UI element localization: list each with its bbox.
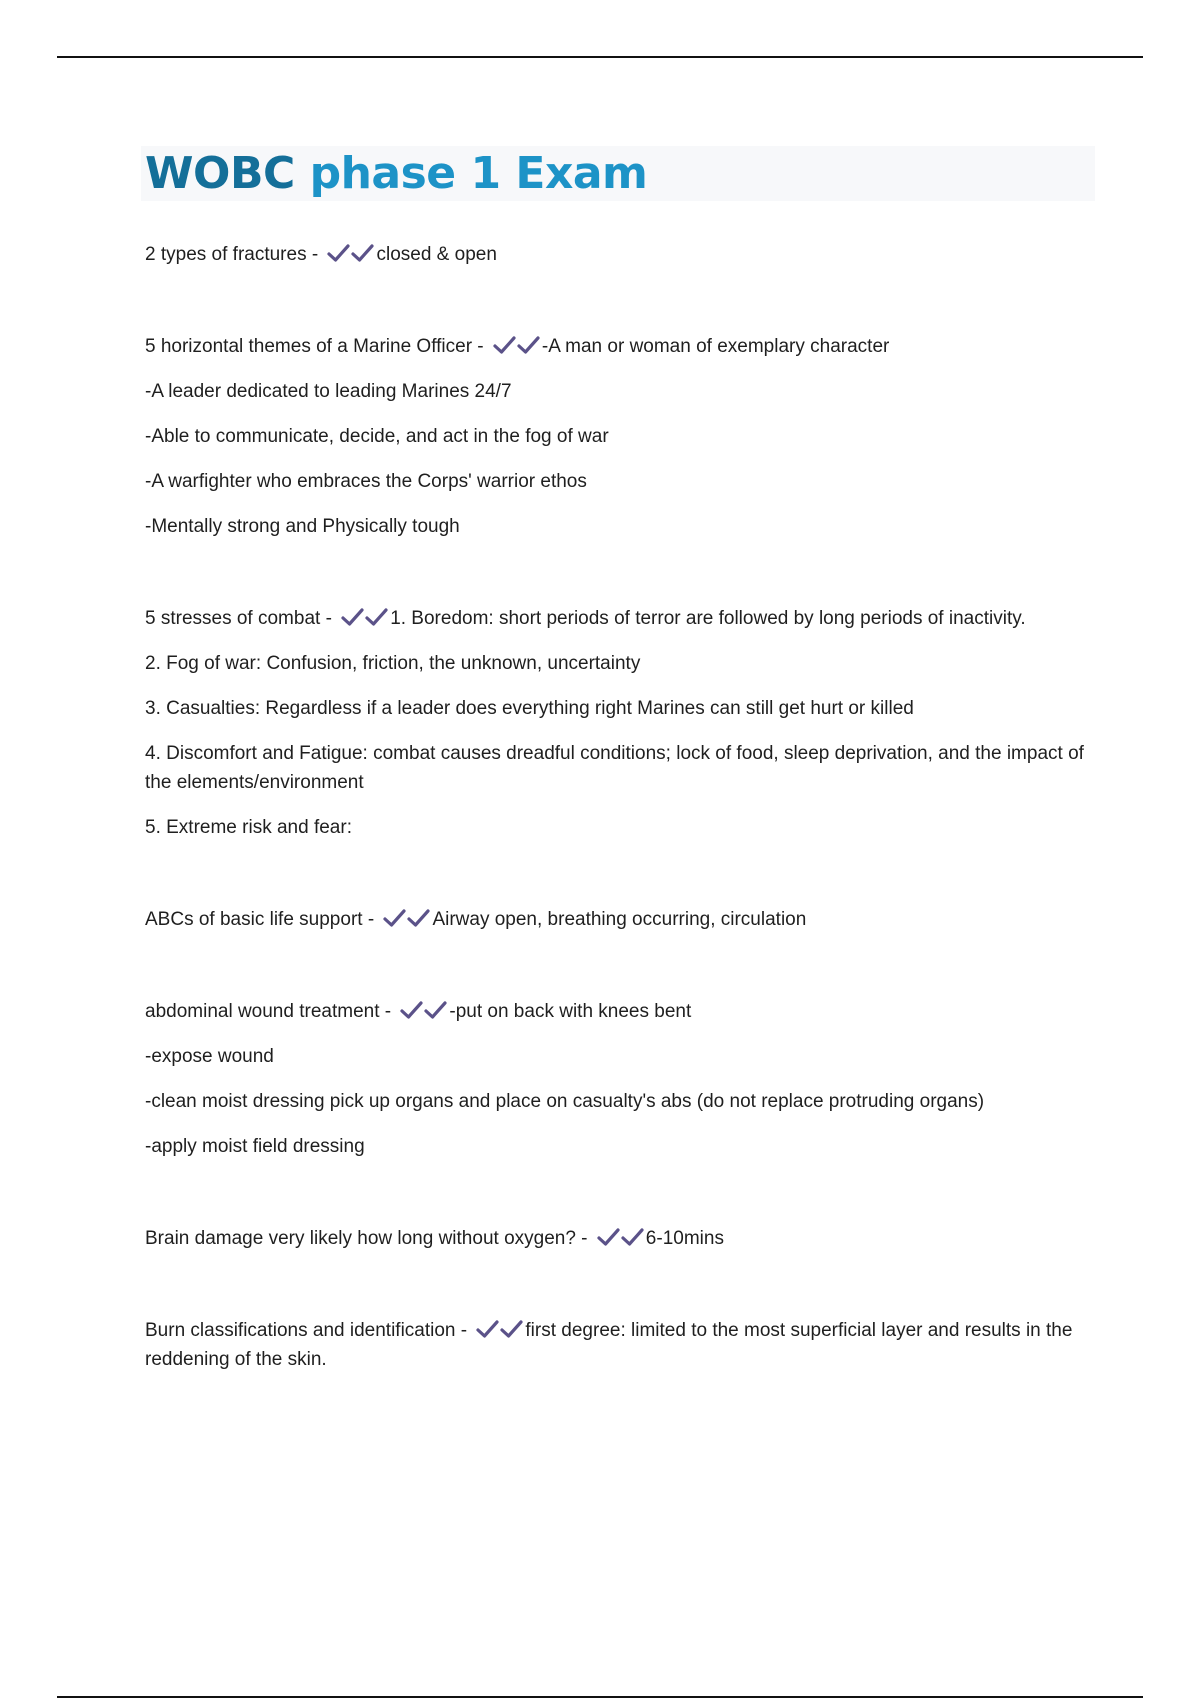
checkmark-group (493, 332, 541, 361)
answer-text: Airway open, breathing occurring, circulation (432, 909, 807, 930)
qa-entry (145, 1224, 1095, 1253)
answer-text: 1. Boredom: short periods of terror are followed by long periods of inactivity. (390, 608, 1026, 629)
separator: - (575, 1228, 593, 1249)
qa-entry (145, 997, 1095, 1161)
answer-line: 3. Casualties: Regardless if a leader does everything right Marines can still get hurt or killed (145, 698, 914, 719)
separator: - (472, 336, 489, 357)
qa-question-line (145, 604, 1095, 633)
answer-line: -apply moist field dressing (145, 1136, 365, 1157)
checkmark-icon (400, 1000, 424, 1020)
answer-line: 2. Fog of war: Confusion, friction, the unknown, uncertainty (145, 653, 641, 674)
question-term: Brain damage very likely how long without oxygen? (145, 1228, 576, 1249)
question-term: 5 stresses of combat (145, 608, 321, 629)
answer-text: 6-10mins (645, 1228, 724, 1249)
qa-question-line (145, 997, 1095, 1026)
checkmark-group (400, 997, 448, 1026)
question-term: ABCs of basic life support (145, 909, 363, 930)
qa-entry (145, 1316, 1095, 1374)
document-body (145, 146, 1095, 1437)
question-term: 5 horizontal themes of a Marine Officer (145, 336, 473, 357)
answer-line: -expose wound (145, 1046, 274, 1067)
page-title (145, 148, 647, 199)
qa-entry (145, 332, 1095, 541)
footer-rule (57, 1696, 1143, 1698)
checkmark-icon (500, 1319, 524, 1339)
answer-text: -A man or woman of exemplary character (541, 336, 890, 357)
checkmark-icon (407, 908, 431, 928)
qa-question-line (145, 1224, 1095, 1253)
answer-line: -A leader dedicated to leading Marines 24/7 (145, 381, 512, 402)
qa-list (145, 240, 1095, 1374)
answer-text: -put on back with knees bent (449, 1001, 692, 1022)
separator: - (306, 244, 324, 265)
title-band (141, 146, 1095, 201)
checkmark-group (341, 604, 389, 633)
checkmark-icon (493, 335, 517, 355)
checkmark-group (327, 240, 375, 269)
checkmark-icon (351, 243, 375, 263)
qa-question-line (145, 240, 1095, 269)
separator: - (362, 909, 380, 930)
answer-line: 5. Extreme risk and fear: (145, 817, 352, 838)
answer-line: 4. Discomfort and Fatigue: combat causes dreadful conditions; lock of food, sleep deprivation, and the impact of the elements/environment (145, 743, 1084, 793)
answer-line: -A warfighter who embraces the Corps' warrior ethos (145, 471, 587, 492)
checkmark-icon (517, 335, 541, 355)
checkmark-icon (597, 1227, 621, 1247)
question-term: Burn classifications and identification (145, 1320, 456, 1341)
title-part-2: phase 1 Exam (309, 148, 648, 199)
answer-line: -Able to communicate, decide, and act in the fog of war (145, 426, 609, 447)
separator: - (455, 1320, 473, 1341)
answer-text: closed & open (376, 244, 497, 265)
checkmark-icon (621, 1227, 645, 1247)
question-term: 2 types of fractures (145, 244, 307, 265)
qa-question-line (145, 905, 1095, 934)
separator: - (379, 1001, 397, 1022)
checkmark-group (383, 905, 431, 934)
separator: - (320, 608, 338, 629)
checkmark-icon (383, 908, 407, 928)
checkmark-icon (341, 607, 365, 627)
qa-entry (145, 604, 1095, 842)
header-rule (57, 56, 1143, 58)
answer-text: first degree: limited to the most superficial layer and results in the reddening of the skin. (145, 1320, 1073, 1370)
qa-entry (145, 240, 1095, 269)
answer-line: -Mentally strong and Physically tough (145, 516, 460, 537)
qa-entry (145, 905, 1095, 934)
checkmark-icon (327, 243, 351, 263)
qa-question-line (145, 332, 1095, 361)
checkmark-icon (424, 1000, 448, 1020)
answer-line: -clean moist dressing pick up organs and place on casualty's abs (do not replace protruding organs) (145, 1091, 985, 1112)
checkmark-group (597, 1224, 645, 1253)
qa-question-line (145, 1316, 1095, 1374)
question-term: abdominal wound treatment (145, 1001, 380, 1022)
checkmark-icon (476, 1319, 500, 1339)
checkmark-group (476, 1316, 524, 1345)
title-part-1: WOBC (145, 148, 295, 199)
checkmark-icon (365, 607, 389, 627)
